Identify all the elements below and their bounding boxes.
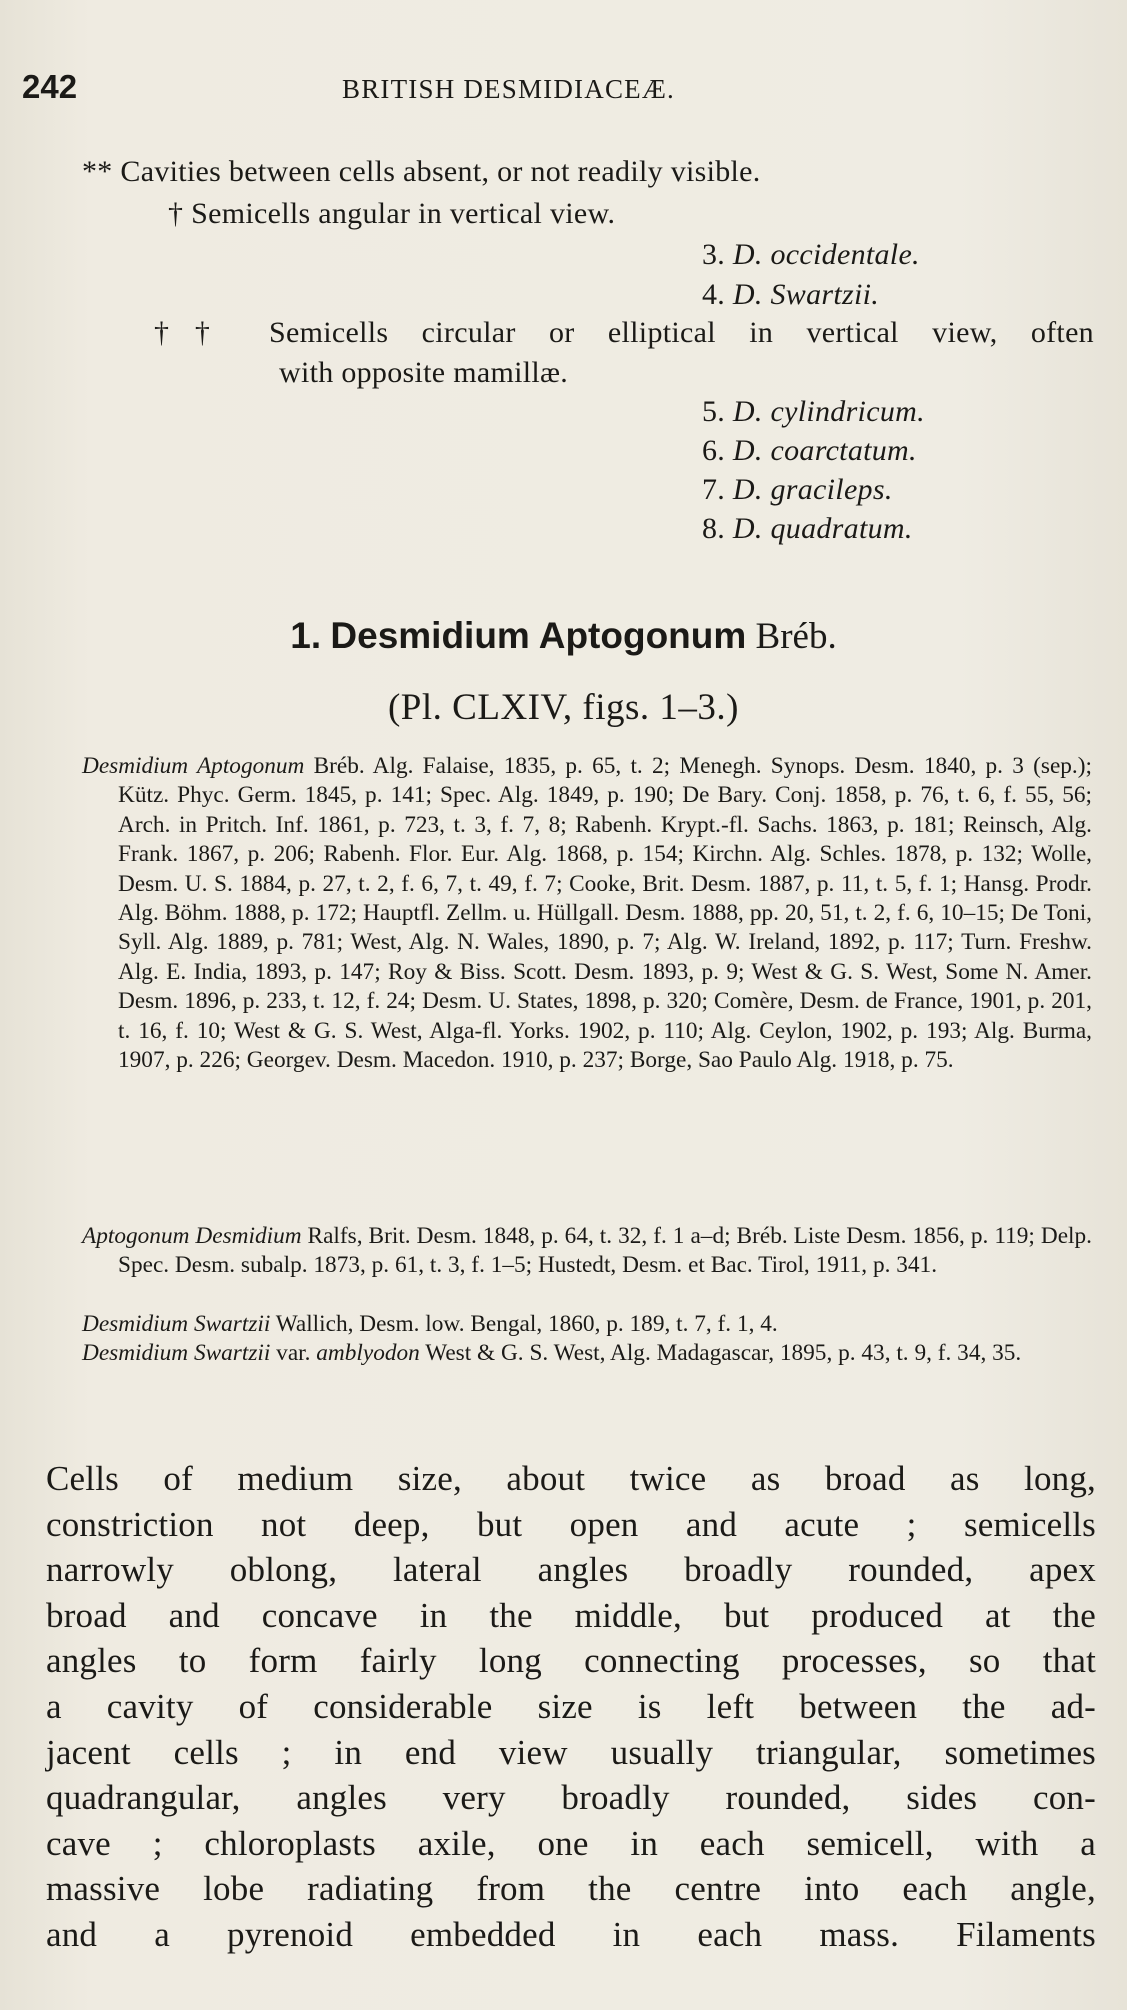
key-line-cavities-absent: ** Cavities between cells absent, or not readily visible. — [82, 155, 761, 188]
description-line: and a pyrenoid embedded in each mass. Filaments — [46, 1914, 1096, 1954]
description-line: broad and concave in the middle, but produced at the — [46, 1595, 1096, 1635]
synonym-name: Desmidium Aptogonum — [82, 753, 305, 779]
description-line: constriction not deep, but open and acute ; semicells — [46, 1504, 1096, 1544]
species-heading-author: Bréb. — [755, 616, 837, 657]
key-species-4 — [702, 278, 879, 312]
key-species-8 — [702, 512, 913, 546]
key-species-number: 7. — [702, 473, 726, 506]
key-species-name: D. gracileps. — [732, 473, 893, 506]
synonym-name: Aptogonum Desmidium — [82, 1223, 302, 1249]
species-heading-name: Desmidium Aptogonum — [330, 615, 747, 656]
key-species-name: D. occidentale. — [732, 238, 920, 271]
key-species-number: 8. — [702, 512, 726, 545]
key-species-name: D. cylindricum. — [732, 395, 925, 428]
synonym-variety-name: amblyodon — [316, 1340, 420, 1366]
synonym-citations: Bréb. Alg. Falaise, 1835, p. 65, t. 2; Menegh. Synops. Desm. 1840, p. 3 (sep.); Kütz. Phyc. Germ. 1845, p. 141; Spec. Alg. 1849, p. 190; De Bary. Conj. 1858, p. 76, t. 6, f. 55, 56; Arch. in Pritch. Inf. 1861, p. 723, t. 3, f. 7, 8; Rabenh. Krypt.-fl. Sachs. 1863, p. 181; Reinsch, Alg. Frank. 1867, p. 206; Rabenh. Flor. Eur. Alg. 1868, p. 154; Kirchn. Alg. Schles. 1878, p. 132; Wolle, Desm. U. S. 1884, p. 27, t. 2, f. 6, 7, t. 49, f. 7; Cooke, Brit. Desm. 1887, p. 11, t. 5, f. 1; Hansg. Prodr. Alg. Böhm. 1888, p. 172; Hauptfl. Zellm. u. Hüllgall. Desm. 1888, pp. 20, 51, t. 2, f. 6, 10–15; De Toni, Syll. Alg. 1889, p. 781; West, Alg. N. Wales, 1890, p. 7; Alg. W. Ireland, 1892, p. 117; Turn. Freshw. Alg. E. India, 1893, p. 147; Roy & Biss. Scott. Desm. 1893, p. 9; West & G. S. West, Some N. Amer. Desm. 1896, p. 233, t. 12, f. 24; Desm. U. States, 1898, p. 320; Comère, Desm. de France, 1901, p. 201, t. 16, f. 10; West & G. S. West, Alga-fl. Yorks. 1902, p. 110; Alg. Ceylon, 1902, p. 193; Alg. Burma, 1907, p. 226; Georgev. Desm. Macedon. 1910, p. 237; Borge, Sao Paulo Alg. 1918, p. 75. — [118, 753, 1092, 1074]
synonym-entry — [82, 752, 1092, 1075]
synonym-name: Desmidium Swartzii — [82, 1311, 271, 1337]
synonym-entry — [82, 1222, 1092, 1281]
key-species-6 — [702, 434, 917, 468]
description-line: a cavity of considerable size is left between the ad- — [46, 1686, 1096, 1726]
running-head: BRITISH DESMIDIACEÆ. — [342, 74, 676, 104]
synonym-citations: West & G. S. West, Alg. Madagascar, 1895, p. 43, t. 9, f. 34, 35. — [419, 1340, 1022, 1366]
key-species-name: D. Swartzii. — [732, 278, 880, 311]
key-species-number: 5. — [702, 395, 726, 428]
description-line: jacent cells ; in end view usually triangular, sometimes — [46, 1732, 1096, 1772]
description-line: cave ; chloroplasts axile, one in each semicell, with a — [46, 1823, 1096, 1863]
key-species-number: 4. — [702, 278, 726, 311]
synonym-name: Desmidium Swartzii — [82, 1340, 271, 1366]
key-species-number: 6. — [702, 434, 726, 467]
synonym-variety-marker: var. — [270, 1340, 317, 1366]
description-line: narrowly oblong, lateral angles broadly rounded, apex — [46, 1550, 1096, 1590]
key-species-name: D. quadratum. — [732, 512, 913, 545]
synonym-entry — [82, 1339, 1092, 1368]
page-number: 242 — [22, 68, 78, 105]
description-line: quadrangular, angles very broadly rounded, sides con- — [46, 1778, 1096, 1818]
key-line-circular: †† Semicells circular or elliptical in vertical view, often — [154, 316, 1094, 349]
key-species-3 — [702, 238, 920, 272]
species-heading — [0, 615, 1127, 658]
key-species-7 — [702, 473, 893, 507]
synonym-citations: Ralfs, Brit. Desm. 1848, p. 64, t. 32, f. 1 a–d; Bréb. Liste Desm. 1856, p. 119; Delp. Spec. Desm. subalp. 1873, p. 61, t. 3, f. 1–5; Hustedt, Desm. et Bac. Tirol, 1911, p. 341. — [118, 1223, 1092, 1279]
description-line: angles to form fairly long connecting processes, so that — [46, 1641, 1096, 1681]
key-species-name: D. coarctatum. — [732, 434, 917, 467]
plate-reference: (Pl. CLXIV, figs. 1–3.) — [387, 687, 740, 728]
key-line-mamillae: with opposite mamillæ. — [279, 356, 569, 389]
key-line-angular: † Semicells angular in vertical view. — [168, 197, 616, 230]
description-line: Cells of medium size, about twice as broad as long, — [46, 1459, 1096, 1498]
species-heading-number: 1. — [290, 615, 322, 656]
synonym-entry — [82, 1310, 1092, 1339]
key-species-5 — [702, 395, 925, 429]
page-header — [22, 68, 1097, 114]
species-description — [46, 1456, 1096, 1958]
description-line: massive lobe radiating from the centre into each angle, — [46, 1869, 1096, 1909]
key-species-number: 3. — [702, 238, 726, 271]
synonym-citations: Wallich, Desm. low. Bengal, 1860, p. 189, t. 7, f. 1, 4. — [270, 1311, 778, 1337]
